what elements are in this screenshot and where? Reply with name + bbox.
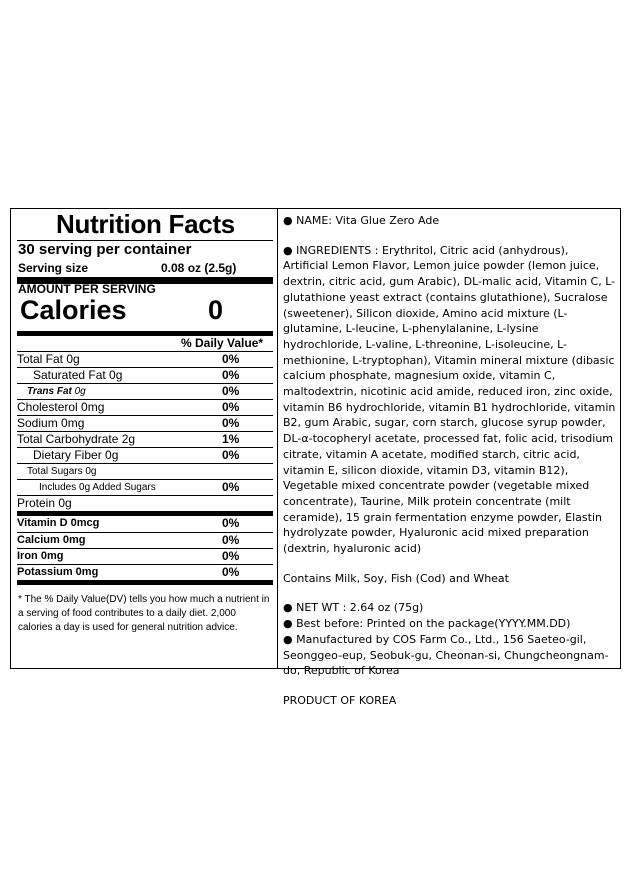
- nutrient-name: Includes 0g Added Sugars: [39, 482, 156, 493]
- allergen-statement: Contains Milk, Soy, Fish (Cod) and Wheat: [283, 571, 509, 585]
- product-label: [10, 208, 621, 707]
- daily-value-footnote: * The % Daily Value(DV) tells you how much a nutrient in a serving of food contributes to a daily diet. 2,000 calories a day is used for general nutrition advice.: [18, 594, 270, 633]
- row-trans-fat: [17, 383, 273, 399]
- nutrient-name: Vitamin D 0mcg: [17, 517, 100, 529]
- bullet-icon: ●: [283, 601, 293, 615]
- nutrient-dv: 0%: [222, 416, 240, 430]
- amount-per-serving: AMOUNT PER SERVING: [18, 282, 156, 296]
- row-calcium: [17, 532, 273, 548]
- row-vitamin-d: [17, 516, 273, 532]
- product-name: ● NAME: Vita Glue Zero Ade: [283, 214, 440, 227]
- nutrient-dv: 0%: [222, 516, 240, 530]
- nutrient-name: Iron 0mg: [17, 550, 64, 562]
- bullet-icon: ●: [283, 243, 293, 257]
- serving-size-label: Serving size: [18, 261, 89, 275]
- nutrient-name: Potassium 0mg: [17, 566, 99, 578]
- servings-per-container: 30 serving per container: [18, 241, 192, 258]
- calories-label: Calories: [20, 295, 127, 325]
- row-sodium: [17, 415, 273, 431]
- ingredients: ● INGREDIENTS : Erythritol, Citric acid (anhydrous), Artificial Lemon Flavor, Lemon juice powder (lemon juice, dextrin, citric acid, gum Arabic), DL-malic acid, Vitamin C, L-glutathione yeast extract (contains glutathione), Sucralose (sweetener), Silicon dioxide, Amino acid mixture (L-glutamine, L-leucine, L-phenylalanine, L-lysine hydrochloride, L-valine, L-threonine, L-isoleucine, L-methionine, L-tryptophan), Vitamin mineral mixture (dibasic calcium phosphate, magnesium oxide, vitamin C, maltodextrin, nicotinic acid amide, reduced iron, zinc oxide, vitamin B6 hydrochloride, vitamin B1 hydrochloride, vitamin B2, gum Arabic, sugar, corn starch, glucose syrup powder, DL-α-tocopheryl acetate, processed fat, folic acid, trisodium citrate, vitamin A acetate, modified starch, citric acid, vitamin E, silicon dioxide, vitamin D3, vitamin B12), Vegetable mixed concentrate powder (vegetable mixed concentrate), Taurine, Milk protein concentrate (milt ceramide), 15 grain fermentation enzyme powder, Elastin hydrolyzate powder, Hyaluronic acid mixed preparation (dextrin, hyaluronic acid): [283, 243, 616, 556]
- row-added-sugars: [17, 479, 273, 495]
- net-weight: ● NET WT : 2.64 oz (75g): [283, 601, 424, 615]
- nutrient-dv: 1%: [222, 432, 240, 446]
- nutrient-name: Protein 0g: [17, 496, 72, 510]
- row-dietary-fiber: [17, 447, 273, 463]
- nutrient-dv: 0%: [222, 533, 240, 547]
- best-before: ● Best before: Printed on the package(YYYY.MM.DD): [283, 617, 571, 631]
- nutrient-name: Total Carbohydrate 2g: [17, 432, 136, 446]
- bullet-icon: ●: [283, 617, 293, 631]
- product-info-panel: [278, 209, 620, 707]
- row-total-fat: [17, 351, 273, 367]
- row-iron: [17, 548, 273, 564]
- country-of-origin: PRODUCT OF KOREA: [283, 693, 397, 707]
- nutrient-dv: 0%: [222, 368, 240, 382]
- row-protein: [17, 495, 273, 511]
- thick-rule-footnote: [17, 580, 273, 585]
- nutrient-name: Total Sugars 0g: [27, 466, 97, 477]
- row-saturated-fat: [17, 367, 273, 383]
- nutrition-facts-title: Nutrition Facts: [56, 209, 235, 239]
- nutrient-dv: 0%: [222, 480, 240, 494]
- nutrient-name: Total Fat 0g: [17, 352, 80, 366]
- row-total-sugars: [17, 463, 273, 479]
- nutrient-dv: 0%: [222, 400, 240, 414]
- nutrient-name: Trans Fat 0g: [27, 386, 86, 397]
- nutrient-dv: 0%: [222, 352, 240, 366]
- calories-value: 0: [208, 295, 224, 325]
- nutrient-name: Dietary Fiber 0g: [33, 448, 119, 462]
- serving-size-value: 0.08 oz (2.5g): [161, 261, 237, 275]
- nutrient-name: Cholesterol 0mg: [17, 400, 105, 414]
- nutrient-dv: 0%: [222, 448, 240, 462]
- bullet-icon: ●: [283, 632, 293, 646]
- row-potassium: [17, 564, 273, 580]
- daily-value-header: % Daily Value*: [181, 336, 264, 350]
- nutrient-name: Saturated Fat 0g: [33, 368, 123, 382]
- nutrient-dv: 0%: [222, 384, 240, 398]
- nutrient-dv: 0%: [222, 549, 240, 563]
- nutrition-facts-panel: [11, 209, 278, 668]
- nutrient-dv: 0%: [222, 565, 240, 579]
- bullet-icon: ●: [283, 214, 293, 227]
- nutrient-name: Sodium 0mg: [17, 416, 85, 430]
- nutrient-name: Calcium 0mg: [17, 534, 86, 546]
- manufacturer: ● Manufactured by COS Farm Co., Ltd., 156 Saeteo-gil, Seonggeo-eup, Seobuk-gu, Cheonan-si, Chungcheongnam-do, Republic of Korea: [283, 632, 609, 678]
- row-total-carbohydrate: [17, 431, 273, 447]
- row-cholesterol: [17, 399, 273, 415]
